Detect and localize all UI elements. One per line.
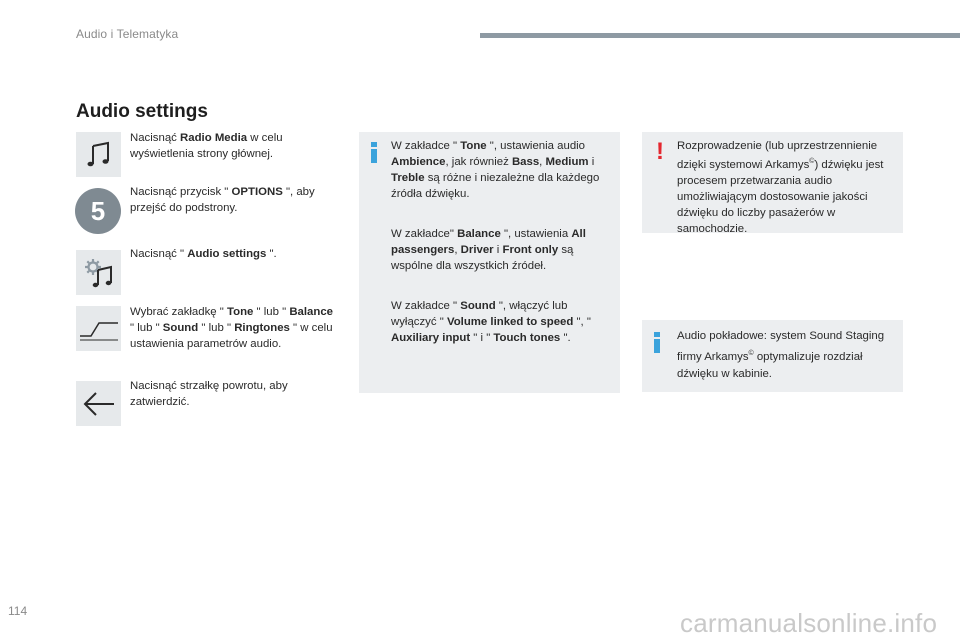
watermark: carmanualsonline.info xyxy=(680,608,938,638)
tone-icon-box xyxy=(76,306,121,351)
info-box-tone-balance-sound xyxy=(359,132,620,393)
step-4-text: Wybrać zakładkę " Tone " lub " Balance " lub " Sound " lub " Ringtones " w celu ustawienia parametrów audio. xyxy=(130,306,334,350)
info-icon xyxy=(654,332,660,353)
gear-music-icon xyxy=(82,256,116,290)
equalizer-curve-icon xyxy=(79,316,119,342)
section-title: Audio settings xyxy=(76,101,208,122)
info-box-text xyxy=(391,138,613,346)
music-note-icon xyxy=(84,140,114,170)
warning-box-arkamys xyxy=(642,132,903,233)
audio-settings-icon-box xyxy=(76,250,121,295)
step-1-text: Nacisnąć Radio Media w celu wyświetlenia strony głównej. xyxy=(130,132,283,160)
header-bar xyxy=(480,33,960,38)
note-box-text: Audio pokładowe: system Sound Staging firmy Arkamys© optymalizuje rozdział dźwięku w kabinie. xyxy=(677,330,885,380)
back-arrow-icon xyxy=(82,389,116,419)
back-icon-box xyxy=(76,381,121,426)
warning-icon: ! xyxy=(656,138,664,165)
step-5-text: Nacisnąć strzałkę powrotu, aby zatwierdzić. xyxy=(130,380,288,408)
info-sound-paragraph: W zakładce " Sound ", włączyć lub wyłączyć " Volume linked to speed ", " Auxiliary input " i " Touch tones ". xyxy=(391,300,591,344)
page-number: 114 xyxy=(8,604,28,618)
step-3-text: Nacisnąć " Audio settings ". xyxy=(130,248,277,260)
info-balance-paragraph: W zakładce" Balance ", ustawienia All passengers, Driver i Front only są wspólne dla wszystkich źródeł. xyxy=(391,228,586,272)
warning-box-text: Rozprowadzenie (lub uprzestrzennienie dzięki systemowi Arkamys©) dźwięku jest procesem przetwarzania audio umożliwiającym dostosowanie jakości dźwięku do liczby pasażerów w samochodzie. xyxy=(677,140,884,235)
info-icon xyxy=(371,142,377,163)
step-2-text: Nacisnąć przycisk " OPTIONS ", aby przejść do podstrony. xyxy=(130,186,315,214)
info-tone-paragraph: W zakładce " Tone ", ustawienia audio Ambience, jak również Bass, Medium i Treble są różne i niezależne dla każdego źródła dźwięku. xyxy=(391,140,600,200)
header-title: Audio i Telematyka xyxy=(76,27,179,41)
step-badge: 5 xyxy=(75,188,121,234)
radio-media-icon-box xyxy=(76,132,121,177)
note-box-sound-staging xyxy=(642,320,903,392)
